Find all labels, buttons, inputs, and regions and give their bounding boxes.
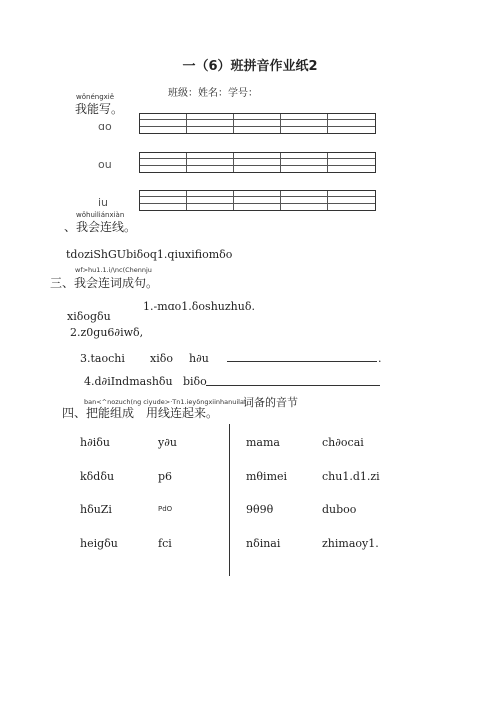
writing-grid-iu[interactable] bbox=[139, 190, 376, 211]
q3-word-b: xiδo bbox=[150, 352, 173, 365]
q1-right: 1.-mɑo1.δoshuzhuδ. bbox=[143, 300, 255, 313]
q4-answer-line[interactable] bbox=[206, 385, 380, 386]
write-pinyin: wǒnéngxiě bbox=[76, 93, 115, 101]
q4-word-a: 4.d∂iIndmashδu bbox=[84, 375, 173, 388]
right-mid-3[interactable]: duboo bbox=[322, 503, 357, 516]
group-heading: 四、把能组成 用线连起来。 bbox=[62, 406, 219, 420]
column-divider bbox=[229, 424, 230, 576]
right-mid-2[interactable]: chu1.d1.zi bbox=[322, 470, 380, 483]
group-note-pinyin: ban<^nozuch(ng ciyude>·Tn1.ieyδngxiinhanuilai bbox=[84, 398, 246, 406]
vowel-ou: ou bbox=[98, 158, 112, 171]
left-mid-3[interactable]: PdO bbox=[158, 505, 173, 513]
left-word-2[interactable]: kδdδu bbox=[80, 470, 115, 483]
q3-answer-line[interactable] bbox=[227, 361, 377, 362]
connect-line-1: tdoziShGUbiδoq1.qiuxifiomδo bbox=[66, 248, 233, 261]
connect-line-2: wf>hu1.1.i/\nc(Chennju bbox=[75, 266, 152, 274]
words-heading: 三、我会连词成句。 bbox=[50, 276, 159, 290]
writing-grid-ao[interactable] bbox=[139, 113, 376, 134]
left-word-1[interactable]: h∂iδu bbox=[80, 436, 110, 449]
vowel-ao: ɑo bbox=[98, 120, 112, 133]
connect-heading: 、我会连线。 bbox=[64, 220, 137, 234]
write-heading: 我能写。 bbox=[75, 102, 124, 116]
left-word-4[interactable]: heigδu bbox=[80, 537, 118, 550]
q1-left: xiδogδu bbox=[67, 310, 111, 323]
group-note-chinese: 词备的音节 bbox=[243, 396, 298, 409]
vowel-iu: iu bbox=[98, 196, 109, 209]
right-word-2[interactable]: mθimei bbox=[246, 470, 288, 483]
student-info: 班级：姓名：学号： bbox=[168, 88, 258, 99]
left-mid-2[interactable]: p6 bbox=[158, 470, 173, 483]
right-word-3[interactable]: 9θ9θ bbox=[246, 503, 274, 516]
writing-grid-ou[interactable] bbox=[139, 152, 376, 173]
page-title: 一（6）班拼音作业纸2 bbox=[182, 59, 318, 74]
right-mid-4[interactable]: zhimaoy1. bbox=[322, 537, 379, 550]
left-mid-1[interactable]: y∂u bbox=[158, 436, 177, 449]
q3-word-c: h∂u bbox=[189, 352, 209, 365]
connect-pinyin: wǒhuìliánxiàn bbox=[76, 211, 125, 219]
q3-word-a: 3.taochi bbox=[80, 352, 125, 365]
q3-end-mark: . bbox=[378, 352, 382, 365]
right-word-1[interactable]: mama bbox=[246, 436, 280, 449]
q2-text: 2.z0gu6∂iwδ, bbox=[70, 326, 144, 339]
left-word-3[interactable]: hδuZi bbox=[80, 503, 112, 516]
q4-word-b: biδo bbox=[183, 375, 207, 388]
left-mid-4[interactable]: fci bbox=[158, 537, 172, 550]
right-word-4[interactable]: nδinai bbox=[246, 537, 281, 550]
right-mid-1[interactable]: ch∂ocai bbox=[322, 436, 364, 449]
